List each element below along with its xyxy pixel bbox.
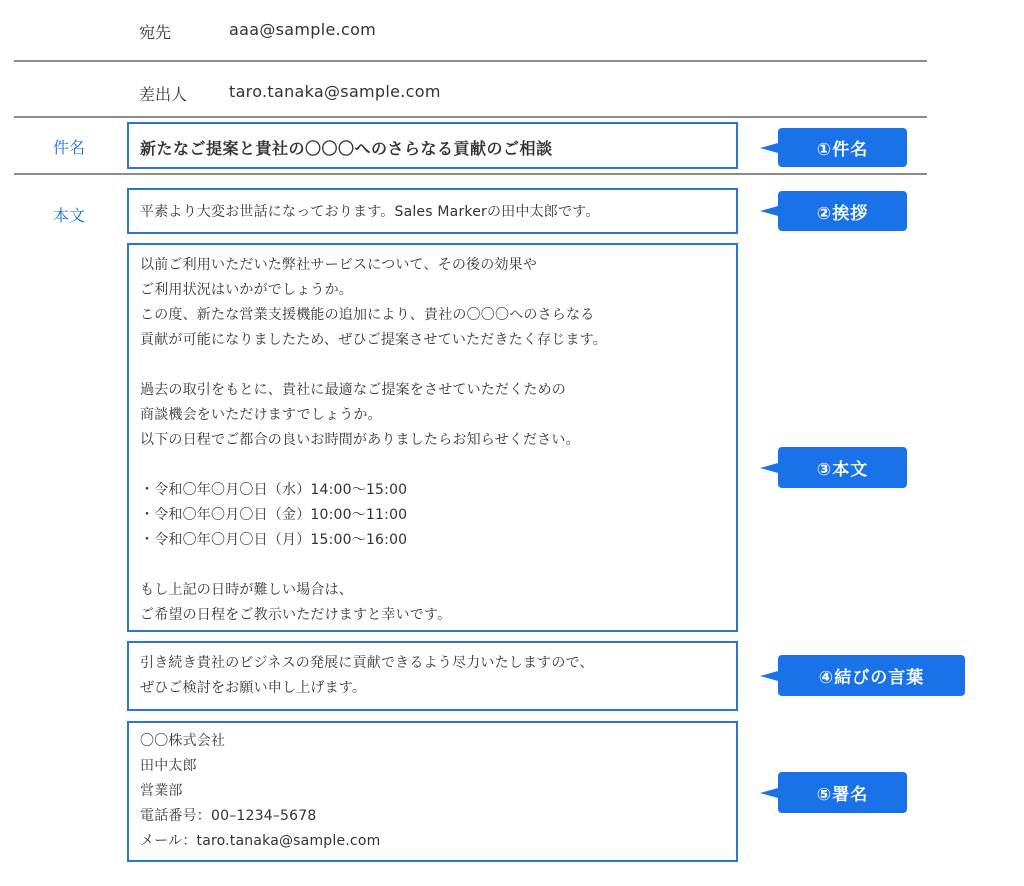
header-divider-2	[14, 116, 927, 118]
body-label: 本文	[53, 206, 86, 225]
body-line: 商談機会をいただけますでしょうか。	[140, 407, 382, 423]
signature-department: 営業部	[140, 783, 183, 799]
tag-subject: ①件名	[778, 128, 907, 167]
body-line: ご希望の日程をご教示いただけますと幸いです。	[140, 607, 452, 623]
body-line: ご利用状況はいかがでしょうか。	[140, 282, 353, 298]
blank-line	[140, 453, 725, 478]
closing-line: 引き続き貴社のビジネスの発展に貢献できるよう尽力いたしますので、	[140, 655, 594, 671]
subject-divider	[14, 173, 927, 175]
closing-box	[127, 641, 738, 711]
greeting-box	[127, 188, 738, 234]
tag-closing: ④結びの言葉	[778, 655, 965, 696]
signature-phone: 電話番号：00–1234–5678	[140, 808, 317, 824]
to-address: aaa@sample.com	[229, 20, 377, 39]
tag-body: ③本文	[778, 447, 907, 488]
tag-greeting: ②挨拶	[778, 191, 907, 231]
signature-email: メール：taro.tanaka@sample.com	[140, 833, 381, 849]
signature-box	[127, 721, 738, 862]
body-line: この度、新たな営業支援機能の追加により、貴社の〇〇〇へのさらなる	[140, 307, 595, 323]
subject-label: 件名	[53, 138, 86, 157]
body-line: 以下の日程でご都合の良いお時間がありましたらお知らせください。	[140, 432, 580, 448]
signature-name: 田中太郎	[140, 758, 197, 774]
body-line: 過去の取引をもとに、貴社に最適なご提案をさせていただくための	[140, 382, 566, 398]
body-line: 以前ご利用いただいた弊社サービスについて、その後の効果や	[140, 257, 538, 273]
blank-line	[140, 553, 725, 578]
schedule-option: ・令和〇年〇月〇日（月）15:00～16:00	[140, 532, 408, 548]
body-line: もし上記の日時が難しい場合は、	[140, 582, 353, 598]
main-body-box	[127, 243, 738, 632]
subject-text: 新たなご提案と貴社の〇〇〇へのさらなる貢献のご相談	[140, 139, 553, 158]
tag-signature: ⑤署名	[778, 772, 907, 813]
to-label: 宛先	[139, 23, 172, 42]
greeting-text: 平素より大変お世話になっております。Sales Markerの田中太郎です。	[140, 204, 600, 220]
body-line: 貢献が可能になりましたため、ぜひご提案させていただきたく存じます。	[140, 332, 607, 348]
signature-company: 〇〇株式会社	[140, 733, 226, 749]
subject-box	[127, 122, 738, 169]
closing-line: ぜひご検討をお願い申し上げます。	[140, 680, 367, 696]
schedule-option: ・令和〇年〇月〇日（水）14:00～15:00	[140, 482, 408, 498]
blank-line	[140, 353, 725, 378]
from-label: 差出人	[139, 85, 188, 104]
header-divider-1	[14, 60, 927, 62]
schedule-option: ・令和〇年〇月〇日（金）10:00～11:00	[140, 507, 408, 523]
from-address: taro.tanaka@sample.com	[229, 82, 441, 101]
